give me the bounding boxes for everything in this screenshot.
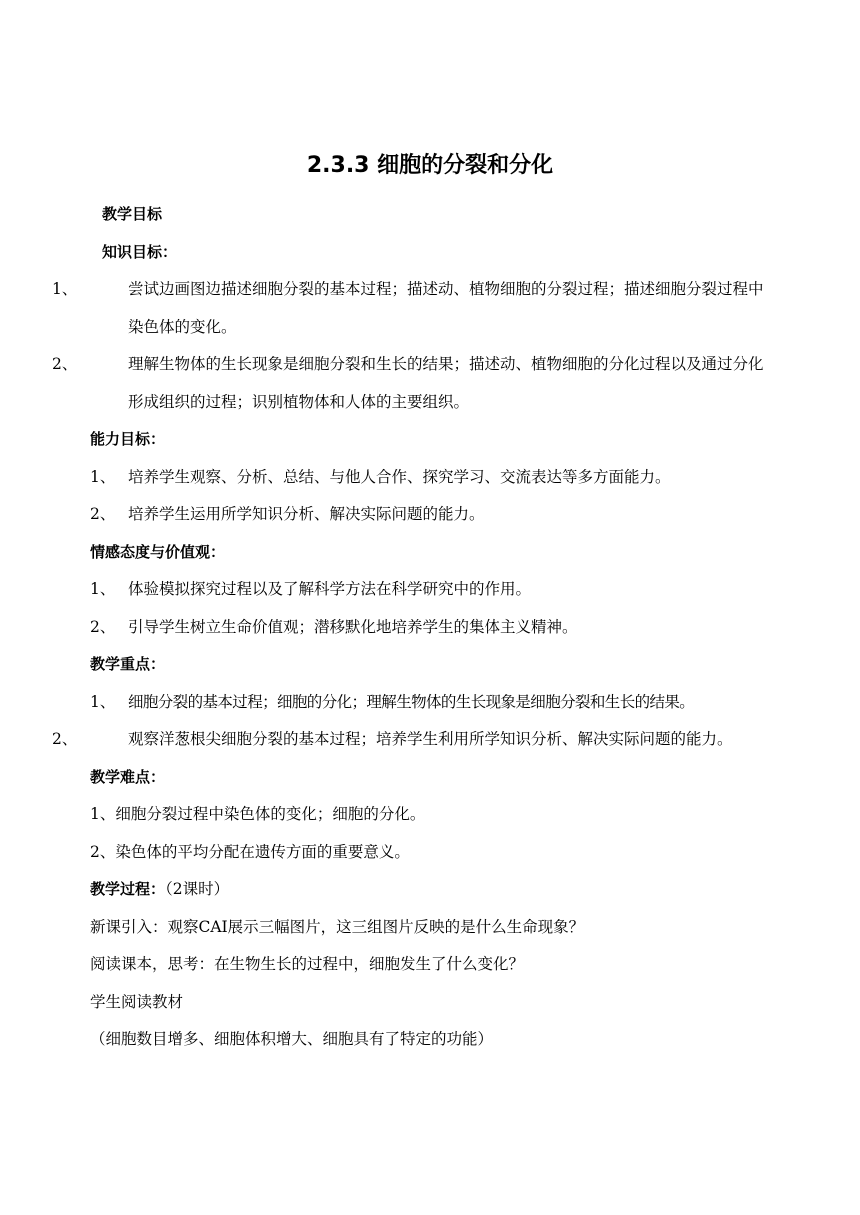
item-number: 2、	[52, 355, 78, 373]
process-line	[90, 871, 776, 909]
ability-item	[90, 459, 776, 497]
ability-item	[90, 496, 776, 534]
answer-text: （细胞数目增多、细胞体积增大、细胞具有了特定的功能）	[90, 1030, 494, 1048]
process-note: （2课时）	[165, 880, 230, 898]
item-number: 2、	[90, 505, 116, 523]
knowledge-heading: 知识目标：	[102, 242, 178, 261]
emotion-item	[90, 571, 776, 609]
process-heading: 教学过程：	[90, 880, 166, 898]
knowledge-item	[52, 271, 776, 346]
item-text: 引导学生树立生命价值观；潜移默化地培养学生的集体主义精神。	[128, 617, 578, 636]
objectives-heading: 教学目标	[102, 205, 163, 223]
item-number: 1、	[90, 467, 116, 486]
difficulty-item: 1、细胞分裂过程中染色体的变化；细胞的分化。	[90, 805, 426, 823]
item-number: 1、	[90, 580, 116, 598]
item-number: 1、	[52, 280, 78, 298]
reading-prompt: 阅读课本，思考：在生物生长的过程中，细胞发生了什么变化？	[90, 955, 525, 973]
knowledge-item	[52, 346, 776, 421]
ability-heading: 能力目标：	[90, 430, 166, 448]
difficulty-item: 2、染色体的平均分配在遗传方面的重要意义。	[90, 842, 410, 861]
item-text: 观察洋葱根尖细胞分裂的基本过程；培养学生利用所学知识分析、解决实际问题的能力。	[128, 730, 733, 748]
emotion-heading: 情感态度与价值观：	[90, 542, 226, 561]
item-text: 理解生物体的生长现象是细胞分裂和生长的结果；描述动、植物细胞的分化过程以及通过分化形成组织的过程；识别植物体和人体的主要组织。	[128, 355, 764, 411]
page-title: 2.3.3 细胞的分裂和分化	[306, 153, 554, 178]
intro-text: 新课引入：观察CAI展示三幅图片，这三组图片反映的是什么生命现象？	[90, 917, 585, 936]
document-body	[52, 196, 776, 1059]
item-text: 培养学生运用所学知识分析、解决实际问题的能力。	[128, 505, 485, 523]
difficulty-heading: 教学难点：	[90, 767, 166, 786]
item-text: 体验模拟探究过程以及了解科学方法在科学研究中的作用。	[128, 580, 532, 598]
item-number: 2、	[52, 730, 78, 748]
emotion-item	[90, 609, 776, 647]
item-text: 培养学生观察、分析、总结、与他人合作、探究学习、交流表达等多方面能力。	[128, 467, 671, 486]
key-point-item	[52, 721, 776, 759]
item-number: 2、	[90, 617, 116, 636]
item-text: 尝试边画图边描述细胞分裂的基本过程；描述动、植物细胞的分裂过程；描述细胞分裂过程中染色体的变化。	[128, 280, 764, 336]
item-number: 1、	[90, 692, 116, 711]
key-point-item	[90, 684, 776, 722]
key-points-heading: 教学重点：	[90, 655, 166, 673]
item-text: 细胞分裂的基本过程；细胞的分化；理解生物体的生长现象是细胞分裂和生长的结果。	[128, 692, 695, 711]
student-reading: 学生阅读教材	[90, 992, 184, 1011]
